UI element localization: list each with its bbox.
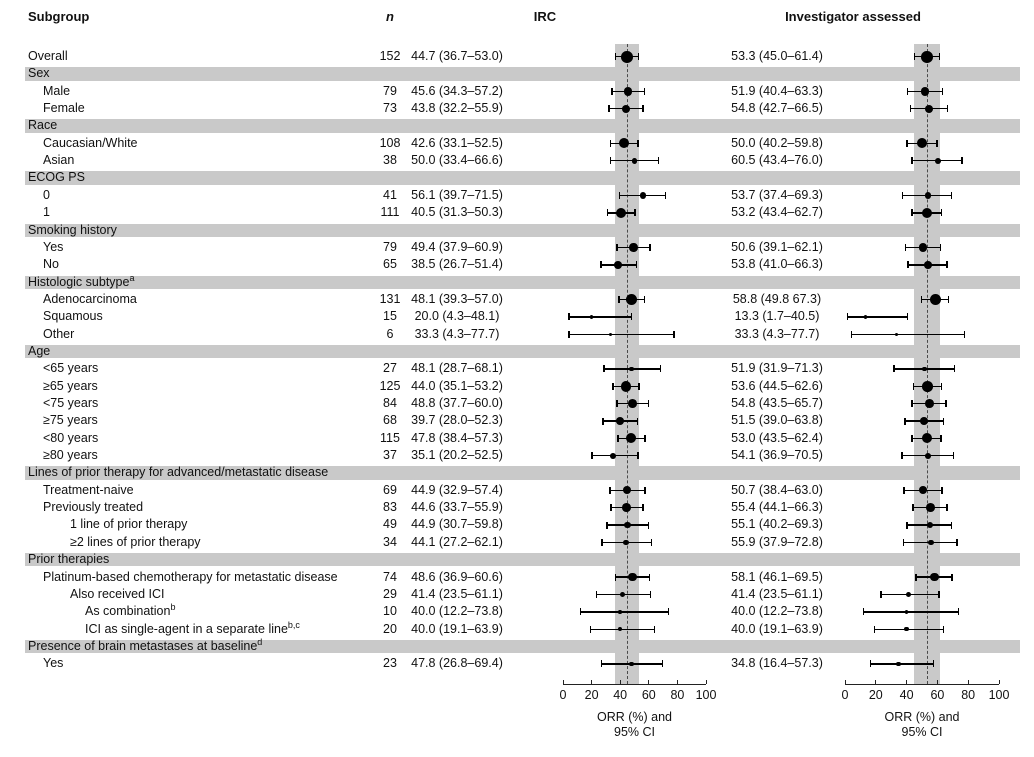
n-value: 131	[379, 291, 401, 306]
subgroup-label: ≥65 years	[43, 378, 98, 393]
n-value: 49	[383, 517, 397, 532]
irc-orr-text: 39.7 (28.0–52.3)	[411, 413, 503, 428]
subgroup-label: Asian	[43, 153, 75, 168]
inv-orr-text: 53.2 (43.4–62.7)	[731, 205, 823, 220]
irc-axis-tick-label: 20	[584, 688, 599, 702]
irc-orr-text: 42.6 (33.1–52.5)	[411, 135, 503, 150]
inv-orr-text: 40.0 (12.2–73.8)	[731, 604, 823, 619]
subgroup-label: Age	[28, 343, 51, 358]
subgroup-label: No	[43, 257, 59, 272]
subgroup-label: Also received ICI	[70, 586, 165, 601]
inv-axis-tick-label: 100	[988, 688, 1010, 702]
irc-orr-text: 41.4 (23.5–61.1)	[411, 586, 503, 601]
subgroup-label: Prior therapies	[28, 552, 110, 567]
n-value: 29	[383, 586, 397, 601]
irc-orr-text: 44.9 (30.7–59.8)	[411, 517, 503, 532]
n-value: 68	[383, 413, 397, 428]
inv-orr-text: 54.1 (36.9–70.5)	[731, 448, 823, 463]
subgroup-label: Male	[43, 83, 71, 98]
irc-orr-text: 40.0 (12.2–73.8)	[411, 604, 503, 619]
subgroup-label: Histologic subtype$^a$	[28, 272, 135, 289]
inv-orr-text: 53.3 (45.0–61.4)	[731, 49, 823, 63]
subgroup-label: Lines of prior therapy for advanced/metastatic disease	[28, 465, 329, 480]
subgroup-label: ≥2 lines of prior therapy	[70, 534, 201, 549]
subgroup-label: ≥75 years	[43, 413, 98, 428]
inv-axis-tick-label: 60	[930, 688, 945, 702]
subgroup-label: Overall	[28, 49, 68, 63]
irc-orr-text: 33.3 (4.3–77.7)	[414, 326, 500, 341]
irc-axis-line	[563, 684, 706, 685]
irc-orr-text: 48.6 (36.9–60.6)	[411, 569, 503, 584]
subgroup-label: 1 line of prior therapy	[70, 517, 188, 532]
irc-axis-tick	[620, 680, 621, 684]
irc-orr-text: 48.1 (28.7–68.1)	[411, 361, 503, 376]
subgroup-label: Race	[28, 118, 58, 133]
inv-orr-text: 34.8 (16.4–57.3)	[731, 656, 823, 671]
n-value: 74	[383, 569, 397, 584]
irc-orr-text: 40.5 (31.3–50.3)	[411, 205, 503, 220]
inv-orr-text: 53.8 (41.0–66.3)	[731, 257, 823, 272]
inv-orr-text: 50.6 (39.1–62.1)	[731, 239, 823, 254]
irc-orr-text: 43.8 (32.2–55.9)	[411, 101, 503, 116]
n-value: 20	[383, 621, 397, 636]
inv-orr-text: 41.4 (23.5–61.1)	[731, 586, 823, 601]
irc-axis-tick	[706, 680, 707, 684]
inv-orr-text: 54.8 (42.7–66.5)	[731, 101, 823, 116]
inv-axis-tick	[937, 680, 938, 684]
irc-orr-text: 49.4 (37.9–60.9)	[411, 239, 503, 254]
subgroup-label: Sex	[28, 66, 50, 81]
inv-axis-tick-label: 40	[899, 688, 914, 702]
n-value: 152	[379, 49, 401, 63]
n-value: 41	[383, 187, 397, 202]
n-value: 79	[383, 239, 397, 254]
inv-orr-text: 55.4 (44.1–66.3)	[731, 500, 823, 515]
inv-orr-text: 60.5 (43.4–76.0)	[731, 153, 823, 168]
irc-orr-text: 44.0 (35.1–53.2)	[411, 378, 503, 393]
inv-orr-text: 55.9 (37.9–72.8)	[731, 534, 823, 549]
inv-orr-text: 58.1 (46.1–69.5)	[731, 569, 823, 584]
n-value: 37	[383, 448, 397, 463]
inv-orr-text: 50.0 (40.2–59.8)	[731, 135, 823, 150]
inv-orr-text: 55.1 (40.2–69.3)	[731, 517, 823, 532]
n-value: 108	[379, 135, 401, 150]
inv-orr-text: 53.0 (43.5–62.4)	[731, 430, 823, 445]
investigator-column-header: Investigator assessed	[785, 9, 921, 24]
inv-axis-tick-label: 0	[841, 688, 849, 702]
inv-axis-tick	[968, 680, 969, 684]
subgroup-label: Female	[43, 101, 85, 116]
irc-orr-text: 48.8 (37.7–60.0)	[411, 396, 503, 410]
subgroup-label: <80 years	[43, 430, 99, 445]
subgroup-label: Squamous	[43, 309, 103, 324]
irc-axis-tick-label: 60	[641, 688, 656, 702]
irc-axis-tick-label: 40	[613, 688, 628, 702]
inv-axis-line	[845, 684, 999, 685]
irc-axis-tick	[648, 680, 649, 684]
irc-orr-text: 45.6 (34.3–57.2)	[411, 83, 503, 98]
inv-axis-tick	[875, 680, 876, 684]
irc-axis-caption-line2: 95% CI	[614, 725, 655, 739]
n-value: 69	[383, 482, 397, 497]
irc-axis-tick-label: 100	[695, 688, 717, 702]
irc-orr-text: 44.7 (36.7–53.0)	[411, 49, 503, 63]
subgroup-label: Presence of brain metastases at baseline$^d$	[28, 636, 263, 653]
n-value: 111	[380, 205, 400, 220]
n-value: 115	[380, 430, 400, 445]
irc-orr-text: 47.8 (26.8–69.4)	[411, 656, 503, 671]
irc-orr-text: 44.9 (32.9–57.4)	[411, 482, 503, 497]
irc-axis-tick	[563, 680, 564, 684]
subgroup-column-header: Subgroup	[28, 9, 90, 24]
n-column-header: n	[386, 9, 394, 24]
inv-axis-tick	[906, 680, 907, 684]
irc-orr-text: 38.5 (26.7–51.4)	[411, 257, 503, 272]
irc-axis-tick	[591, 680, 592, 684]
irc-orr-text: 20.0 (4.3–48.1)	[414, 309, 500, 324]
n-value: 15	[383, 309, 397, 324]
inv-axis-tick-label: 80	[961, 688, 976, 702]
n-value: 65	[383, 257, 397, 272]
subgroup-label: ≥80 years	[43, 448, 98, 463]
subgroup-label: Smoking history	[28, 222, 117, 237]
inv-axis-caption-line2: 95% CI	[901, 725, 943, 739]
irc-orr-text: 35.1 (20.2–52.5)	[411, 448, 503, 463]
n-value: 27	[383, 361, 397, 376]
n-value: 79	[383, 83, 397, 98]
subgroup-label: Yes	[43, 239, 64, 254]
n-value: 83	[383, 500, 397, 515]
inv-orr-text: 40.0 (19.1–63.9)	[731, 621, 823, 636]
subgroup-label: Platinum-based chemotherapy for metastatic disease	[43, 569, 338, 584]
inv-orr-text: 50.7 (38.4–63.0)	[731, 482, 823, 497]
irc-orr-text: 40.0 (19.1–63.9)	[411, 621, 503, 636]
subgroup-label: Treatment-naive	[43, 482, 134, 497]
subgroup-label: ICI as single-agent in a separate line$^{b,c}$	[85, 619, 300, 636]
irc-axis-tick-label: 80	[670, 688, 685, 702]
irc-axis-tick-label: 0	[559, 688, 567, 702]
inv-axis-tick	[999, 680, 1000, 684]
inv-orr-text: 51.5 (39.0–63.8)	[731, 413, 823, 428]
subgroup-label: Yes	[43, 656, 64, 671]
inv-orr-text: 13.3 (1.7–40.5)	[734, 309, 820, 324]
irc-axis-tick	[677, 680, 678, 684]
inv-orr-text: 33.3 (4.3–77.7)	[734, 326, 820, 341]
irc-axis-caption-line1: ORR (%) and	[596, 710, 673, 724]
subgroup-label: 0	[43, 187, 50, 202]
irc-orr-text: 44.1 (27.2–62.1)	[411, 534, 503, 549]
n-value: 10	[383, 604, 397, 619]
subgroup-label: As combination$^b$	[85, 602, 176, 619]
n-value: 34	[383, 534, 397, 549]
irc-column-header: IRC	[533, 9, 557, 24]
inv-orr-text: 54.8 (43.5–65.7)	[731, 396, 823, 410]
inv-orr-text: 51.9 (40.4–63.3)	[731, 83, 823, 98]
n-value: 73	[383, 101, 397, 116]
inv-orr-text: 53.6 (44.5–62.6)	[731, 378, 823, 393]
irc-orr-text: 47.8 (38.4–57.3)	[411, 430, 503, 445]
irc-orr-text: 50.0 (33.4–66.6)	[411, 153, 503, 168]
subgroup-label: Previously treated	[43, 500, 144, 515]
n-value: 6	[386, 326, 394, 341]
irc-orr-text: 48.1 (39.3–57.0)	[411, 291, 503, 306]
inv-axis-caption-line1: ORR (%) and	[884, 710, 960, 724]
subgroup-label: <65 years	[43, 361, 99, 376]
subgroup-label: Caucasian/White	[43, 135, 138, 150]
subgroup-label: 1	[43, 205, 50, 220]
n-value: 84	[383, 396, 397, 410]
subgroup-label: <75 years	[43, 396, 99, 410]
inv-orr-text: 53.7 (37.4–69.3)	[731, 187, 823, 202]
irc-orr-text: 56.1 (39.7–71.5)	[411, 187, 503, 202]
n-value: 23	[383, 656, 397, 671]
subgroup-label: Adenocarcinoma	[43, 291, 137, 306]
subgroup-label: ECOG PS	[28, 170, 85, 185]
inv-axis-tick-label: 20	[868, 688, 883, 702]
inv-orr-text: 58.8 (49.8 67.3)	[732, 291, 822, 306]
inv-orr-text: 51.9 (31.9–71.3)	[731, 361, 823, 376]
irc-orr-text: 44.6 (33.7–55.9)	[411, 500, 503, 515]
n-value: 38	[383, 153, 397, 168]
subgroup-label: Other	[43, 326, 75, 341]
n-value: 125	[379, 378, 401, 393]
inv-axis-tick	[845, 680, 846, 684]
